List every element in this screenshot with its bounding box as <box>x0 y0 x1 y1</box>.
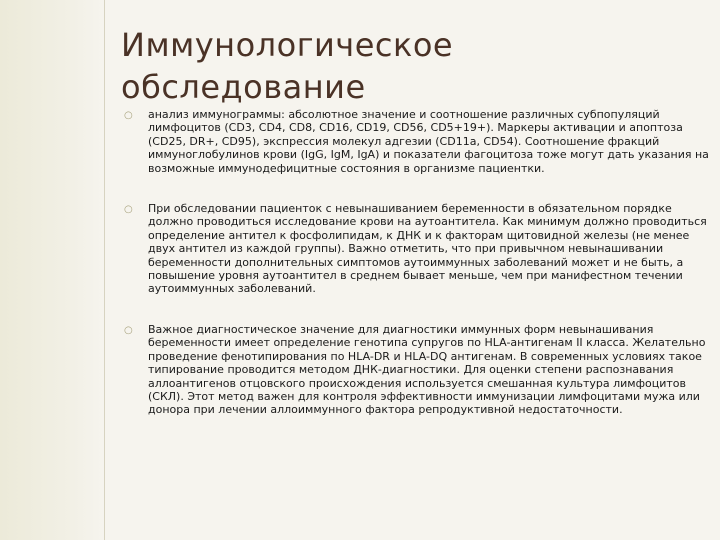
bullet-item-immunogram <box>124 108 709 175</box>
slide-title-line-1: Иммунологическое <box>121 26 454 64</box>
hollow-circle-bullet-icon: ○ <box>124 324 133 336</box>
bullet-text: При обследовании пациенток с невынашиванием беременности в обязательном порядке должно проводиться исследование крови на аутоантитела. Как минимум должно проводиться определение антител к фосфолипидам, к ДНК и к факторам щитовидной железы (не менее двух антител из каждой группы). Важно отметить, что при привычном невынашивании беременности дополнительных симптомов аутоиммунных заболеваний может и не быть, а повышение уровня аутоантител в среднем бывает меньше, чем при манифестном течении аутоиммунных заболеваний. <box>148 202 707 296</box>
slide-title-line-2: обследование <box>121 68 366 106</box>
bullet-item-autoantibodies <box>124 202 709 296</box>
bullet-text: анализ иммунограммы: абсолютное значение и соотношение различных субпопуляций лимфоцитов (CD3, CD4, CD8, CD16, CD19, CD56, CD5+19+). Маркеры активации и апоптоза (CD25, DR+, CD95), экспрессия молекул адгезии (CD11a, CD54). Соотношение фракций иммуноглобулинов крови (IgG, IgM, IgA) и показатели фагоцитоза тоже могут дать указания на возможные иммунодефицитные состояния в организме пациентки. <box>148 108 709 175</box>
bullet-item-hla-typing <box>124 323 709 417</box>
slide-title <box>121 24 681 108</box>
bullet-list <box>124 108 709 444</box>
hollow-circle-bullet-icon: ○ <box>124 204 133 216</box>
hollow-circle-bullet-icon: ○ <box>124 110 133 121</box>
side-divider-line <box>104 0 105 540</box>
side-panel-decoration <box>0 0 104 540</box>
bullet-text: Важное диагностическое значение для диагностики иммунных форм невынашивания беременности имеет определение генотипа супругов по HLA-антигенам II класса. Желательно проведение фенотипирования по HLA-DR и HLA-DQ антигенам. В современных условиях такое типирование проводится методом ДНК-диагностики. Для оценки степени распознавания аллоантигенов отцовского происхождения используется смешанная культура лимфоцитов (СКЛ). Этот метод важен для контроля эффективности иммунизации лимфоцитами мужа или донора при лечении аллоиммунного фактора репродуктивной недостаточности. <box>148 322 706 417</box>
